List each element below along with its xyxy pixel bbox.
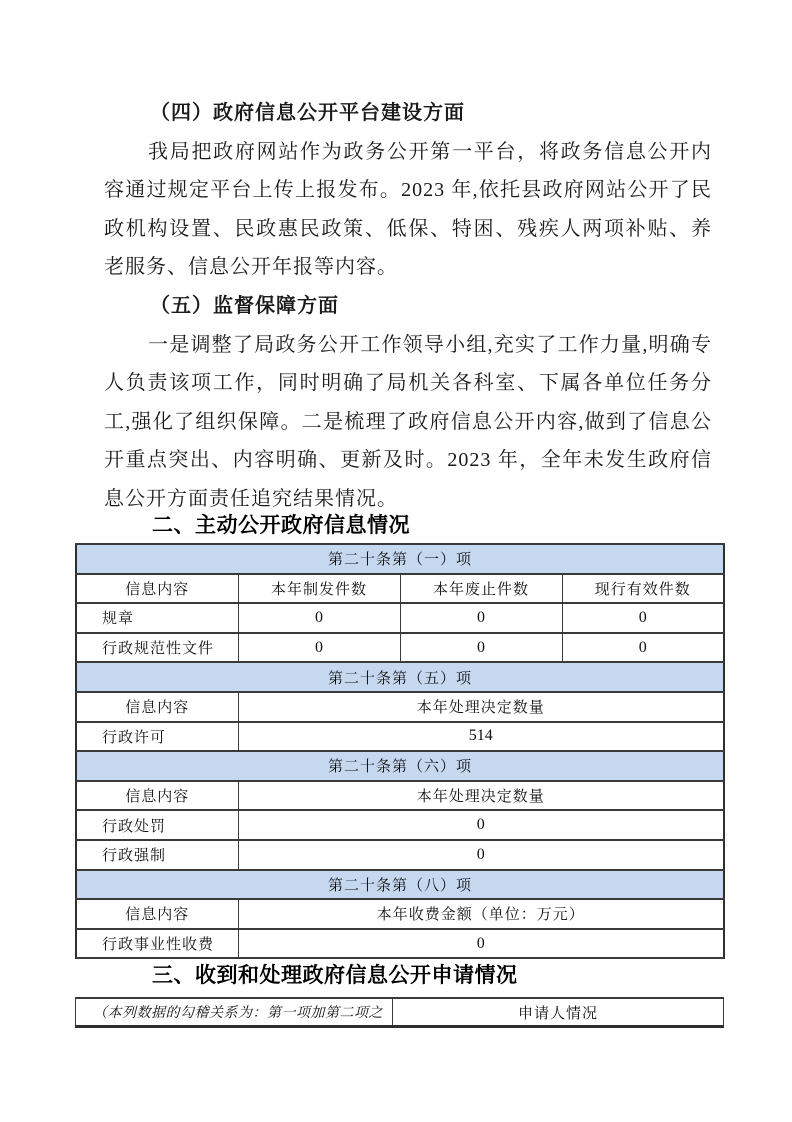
table-row [76, 899, 724, 929]
table-cell: 0 [238, 603, 400, 633]
table-cell: 第二十条第（八）项 [76, 870, 724, 900]
table-cell: 信息内容 [76, 899, 238, 929]
table-row [76, 633, 724, 663]
table-row [76, 603, 724, 633]
table-cell: 0 [562, 633, 724, 663]
table-cell: 第二十条第（六）项 [76, 751, 724, 781]
main-table [75, 543, 725, 959]
table-row [76, 840, 724, 870]
table-cell: 行政事业性收费 [76, 929, 238, 959]
subheading-5: （五）监督保障方面 [150, 294, 339, 317]
table-cell: 0 [562, 603, 724, 633]
section-2-heading: 二、主动公开政府信息情况 [152, 514, 410, 537]
table-cell: 第二十条第（五）项 [76, 662, 724, 692]
paragraph-supervision: 一是调整了局政务公开工作领导小组,充实了工作力量,明确专人负责该项工作，同时明确了局机关各科室、下属各单位任务分工,强化了组织保障。二是梳理了政府信息公开内容,做到了信息公开重点突出、内容明确、更新及时。2023 年，全年未发生政府信息公开方面责任追究结果情况。 [104, 333, 712, 510]
table-cell: 本年收费金额（单位：万元） [238, 899, 724, 929]
table-row [76, 574, 724, 604]
table-cell: 行政规范性文件 [76, 633, 238, 663]
table-cell: 信息内容 [76, 692, 238, 722]
table-cell: 0 [238, 929, 724, 959]
table-cell: 行政许可 [76, 722, 238, 752]
table-cell: 规章 [76, 603, 238, 633]
table-row [76, 781, 724, 811]
article-band-row [76, 751, 724, 781]
table-cell: 行政强制 [76, 840, 238, 870]
table-cell: 0 [238, 633, 400, 663]
table-cell: 本年处理决定数量 [238, 781, 724, 811]
table-cell: 0 [238, 810, 724, 840]
body-text [104, 94, 712, 519]
article-band-row [76, 544, 724, 574]
table-cell: 行政处罚 [76, 810, 238, 840]
table-cell: 0 [400, 603, 562, 633]
table-cell: 514 [238, 722, 724, 752]
article-band-row [76, 662, 724, 692]
section-3-heading: 三、收到和处理政府信息公开申请情况 [152, 964, 518, 987]
table-cell: 0 [400, 633, 562, 663]
table-cell: 现行有效件数 [562, 574, 724, 604]
table-cell: 本年处理决定数量 [238, 692, 724, 722]
table-row [76, 692, 724, 722]
table-row [76, 810, 724, 840]
subheading-4: （四）政府信息公开平台建设方面 [150, 102, 465, 124]
applicant-status-header-cell: 申请人情况 [393, 998, 724, 1027]
reconciliation-note-cell: （本列数据的勾稽关系为：第一项加第二项之 [76, 998, 393, 1027]
table-cell: 信息内容 [76, 781, 238, 811]
table-cell: 第二十条第（一）项 [76, 544, 724, 574]
table-cell: 0 [238, 840, 724, 870]
paragraph-platform: 我局把政府网站作为政务公开第一平台，将政务信息公开内容通过规定平台上传上报发布。2023 年,依托县政府网站公开了民政机构设置、民政惠民政策、低保、特困、残疾人两项补贴、养老服务、信息公开年报等内容。 [104, 140, 712, 279]
table-row [76, 998, 724, 1027]
table-cell: 信息内容 [76, 574, 238, 604]
table-cell: 本年制发件数 [238, 574, 400, 604]
table-cell: 本年废止件数 [400, 574, 562, 604]
applications-table [75, 997, 724, 1028]
table-row [76, 722, 724, 752]
article-band-row [76, 870, 724, 900]
table-row [76, 929, 724, 959]
